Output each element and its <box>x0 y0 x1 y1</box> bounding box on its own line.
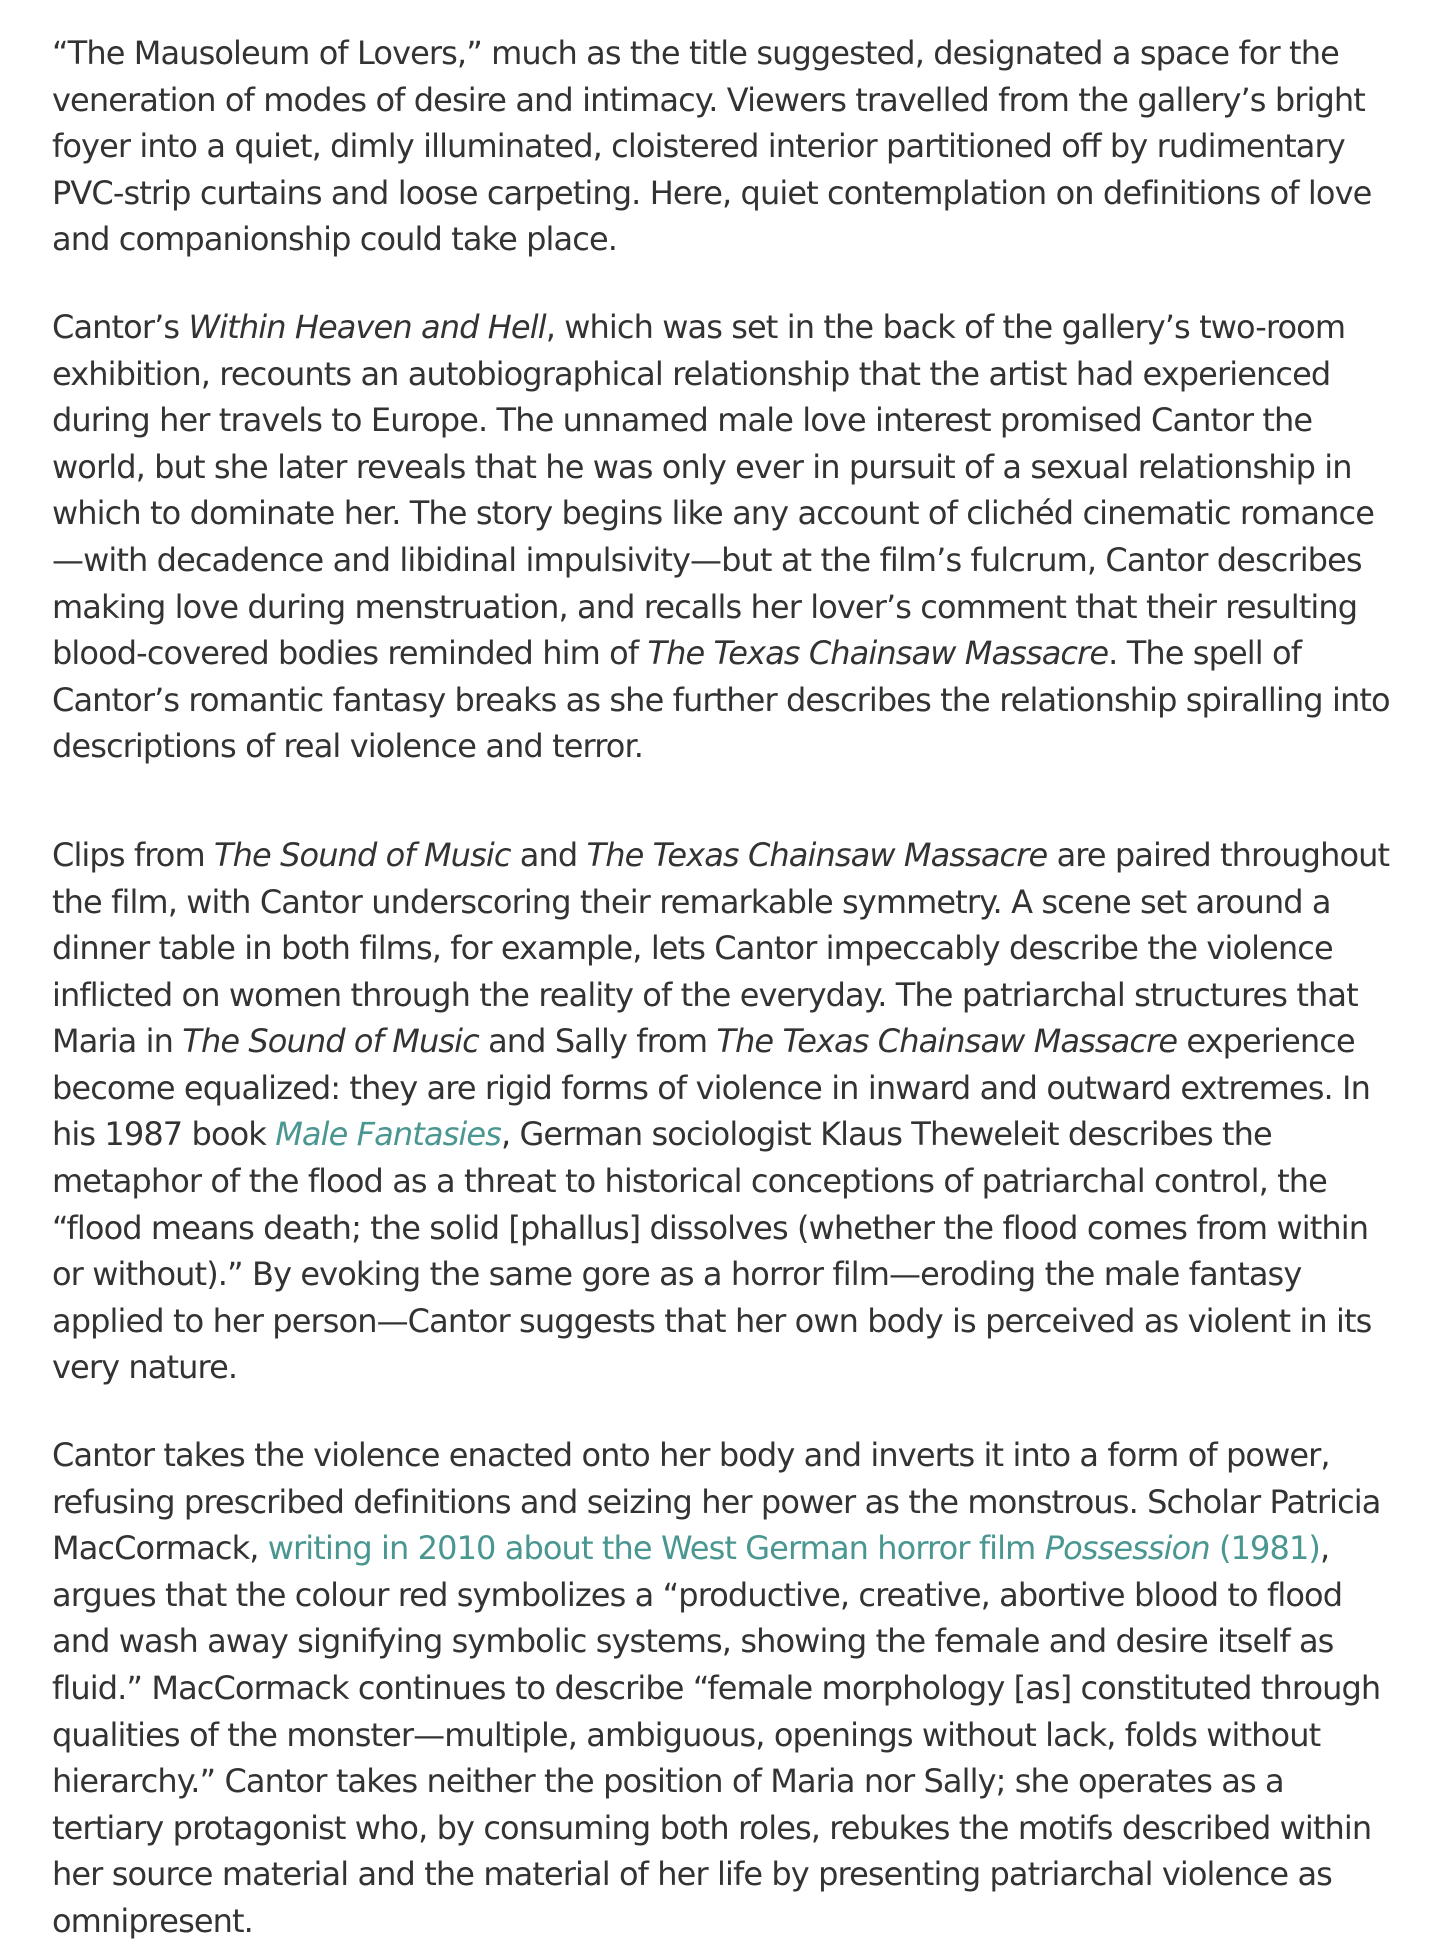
text-run: . The spell of Cantor’s romantic fantasy breaks as she further describes the relationship spiralling into descriptions of real violence and terror. <box>52 634 1390 766</box>
text-run: Cantor takes the violence enacted onto her body and inverts it into a form of power, refusing prescribed definitions and seizing her power as the monstrous. Scholar Patricia MacCormack, <box>52 1436 1381 1568</box>
paragraph-violence-inverted <box>52 1432 1396 1945</box>
text-run: experience become equalized: they are rigid forms of violence in inward and outward extremes. In his 1987 book <box>52 1022 1370 1154</box>
paragraph-mausoleum <box>52 30 1396 263</box>
film-title-sound-of-music: The Sound of Music <box>214 835 511 874</box>
link-male-fantasies[interactable]: Male Fantasies <box>275 1115 501 1154</box>
text-run: Clips from <box>52 835 215 874</box>
film-title-within-heaven-and-hell: Within Heaven and Hell <box>188 307 546 346</box>
text-run: , German sociologist Klaus Theweleit describes the metaphor of the flood as a threat to historical conceptions of patriarchal control, the “flood means death; the solid [phallus] dissolves (whether the flood comes from within or without).” By evoking the same gore as a horror film—eroding the male fantasy applied to her person—Cantor suggests that her own body is perceived as violent in its very nature. <box>52 1115 1372 1387</box>
link-text: writing in 2010 about the West German horror film <box>267 1529 1045 1568</box>
paragraph-text: “The Mausoleum of Lovers,” much as the title suggested, designated a space for the veneration of modes of desire and intimacy. Viewers travelled from the gallery’s bright foyer into a quiet, dimly illuminated, cloistered interior partitioned off by rudimentary PVC-strip curtains and loose carpeting. Here, quiet contemplation on definitions of love and companionship could take place. <box>52 34 1372 259</box>
paragraph-clips-symmetry <box>52 832 1396 1391</box>
text-run: Cantor’s <box>52 307 189 346</box>
text-run: , argues that the colour red symbolizes a “productive, creative, abortive blood to flood and wash away signifying symbolic systems, showing the female and desire itself as fluid.” MacCormack continues to describe “female morphology [as] constituted through qualities of the monster—multiple, ambiguous, openings without lack, folds without hierarchy.” Cantor takes neither the position of Maria nor Sally; she operates as a tertiary protagonist who, by consuming both roles, rebukes the motifs described within her source material and the material of her life by presenting patriarchal violence as omnipresent. <box>52 1529 1381 1940</box>
film-title-possession: Possession <box>1044 1529 1210 1568</box>
text-run: and <box>510 835 587 874</box>
text-run: , which was set in the back of the gallery’s two-room exhibition, recounts an autobiographical relationship that the artist had experienced during her travels to Europe. The unnamed male love interest promised Cantor the world, but she later reveals that he was only ever in pursuit of a sexual relationship in which to dominate her. The story begins like any account of clichéd cinematic romance—with decadence and libidinal impulsivity—but at the film’s fulcrum, Cantor describes making love during menstruation, and recalls her lover’s comment that their resulting blood-covered bodies reminded him of <box>52 307 1374 673</box>
link-possession-article[interactable] <box>268 1529 1320 1567</box>
film-title-texas-chainsaw-massacre: The Texas Chainsaw Massacre <box>716 1022 1178 1061</box>
film-title-texas-chainsaw-massacre: The Texas Chainsaw Massacre <box>647 634 1109 673</box>
paragraph-within-heaven-and-hell <box>52 304 1396 770</box>
text-run: and Sally from <box>478 1022 717 1061</box>
text-run: are paired throughout the film, with Cantor underscoring their remarkable symmetry. A scene set around a dinner table in both films, for example, lets Cantor impeccably describe the violence inflicted on women through the reality of the everyday. The patriarchal structures that Maria in <box>52 835 1390 1061</box>
link-text: (1981) <box>1209 1529 1321 1568</box>
film-title-sound-of-music: The Sound of Music <box>182 1022 479 1061</box>
film-title-texas-chainsaw-massacre: The Texas Chainsaw Massacre <box>586 835 1048 874</box>
